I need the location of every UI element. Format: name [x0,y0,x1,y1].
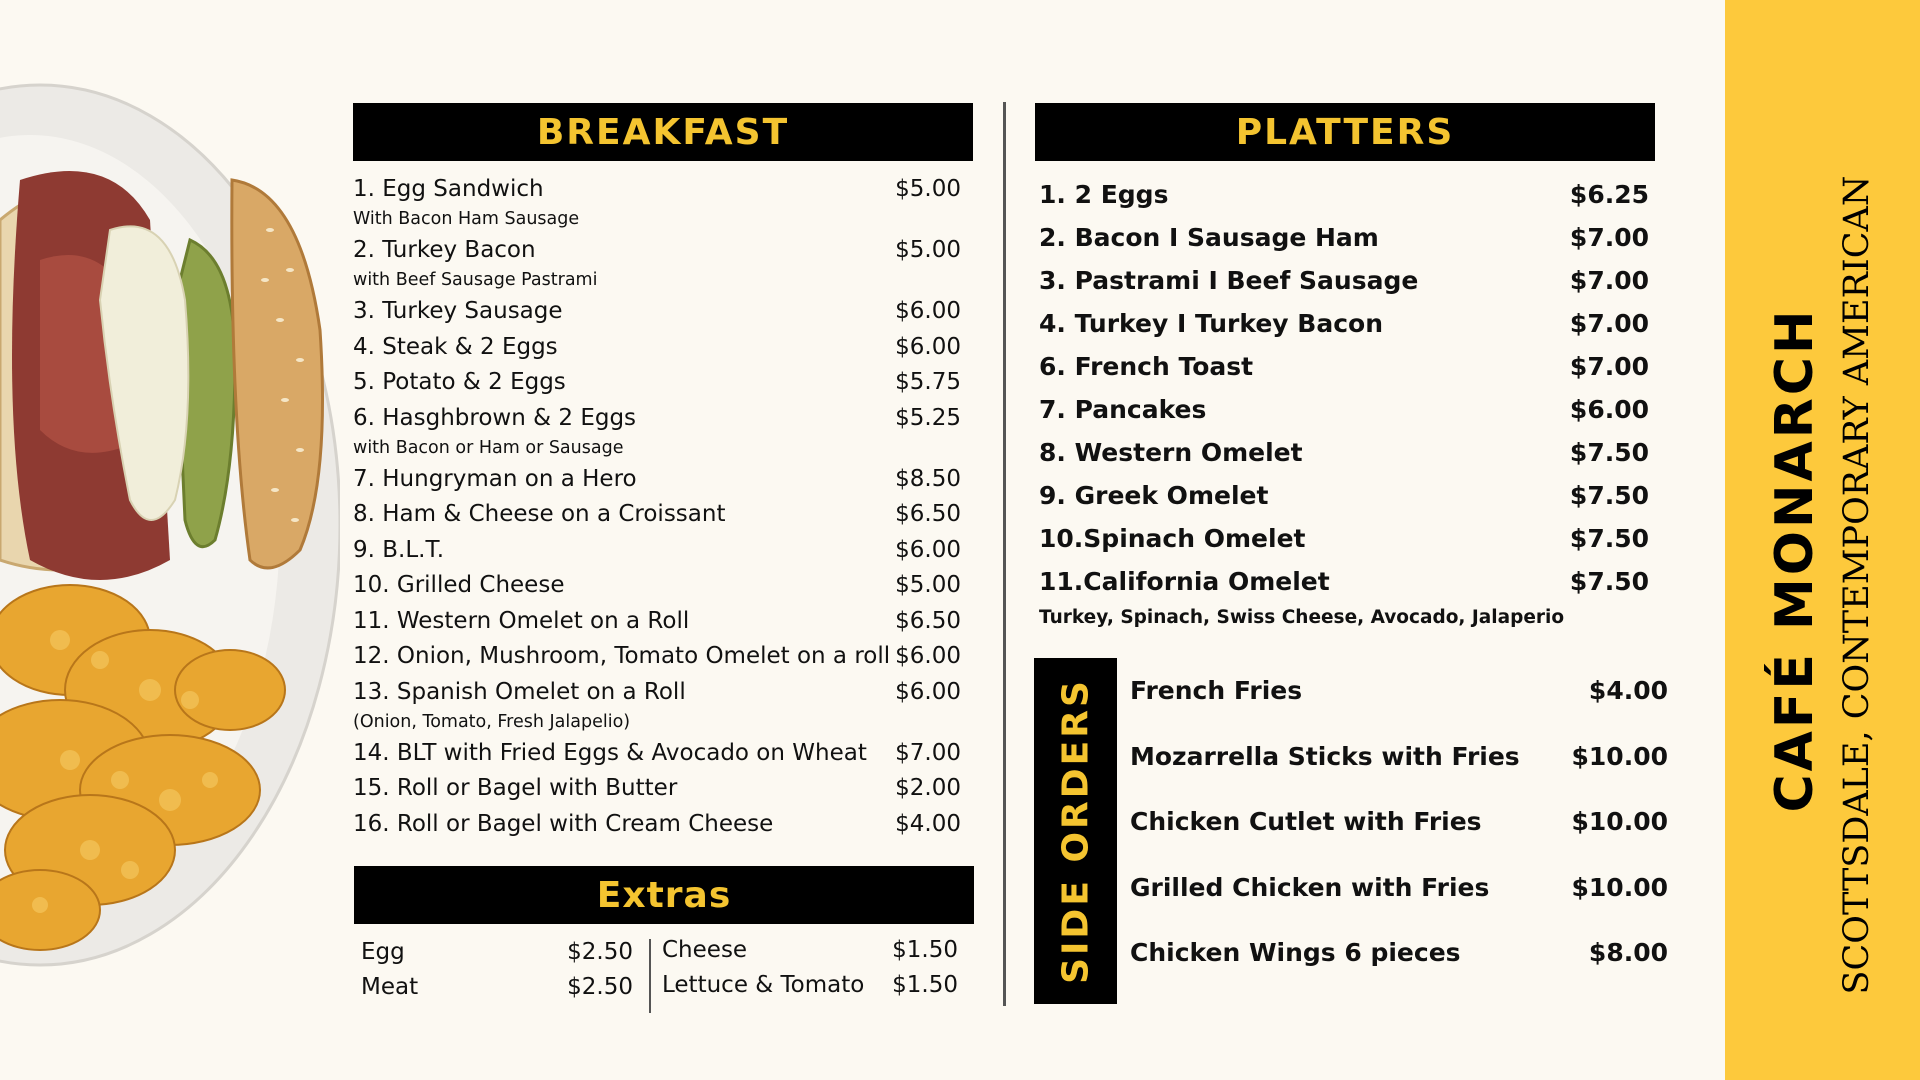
menu-item [1039,438,1649,470]
item-name: 16. Roll or Bagel with Cream Cheese [353,810,774,837]
item-description: Turkey, Spinach, Swiss Cheese, Avocado, Jalaperio [1039,607,1565,628]
menu-item [1130,873,1668,905]
extras-right-column [662,933,958,1013]
item-name: 5. Potato & 2 Eggs [353,369,566,395]
menu-item [353,811,961,841]
item-name: 11.California Omelet [1039,567,1330,596]
item-price: $5.75 [895,369,961,395]
menu-item [1039,395,1649,427]
menu-item [1130,807,1668,839]
brand-tagline: SCOTTSDALE, CONTEMPORARY AMERICAN [1837,175,1877,995]
item-price: $2.50 [567,974,633,1000]
item-price: $5.25 [895,404,961,431]
menu-item [1130,742,1668,774]
menu-item [1039,524,1649,556]
extras-item [361,939,633,969]
extras-table [354,933,966,1013]
menu-item [1039,309,1649,341]
item-price: $1.50 [892,937,958,963]
item-price: $5.00 [895,237,961,263]
menu-item [353,740,961,770]
menu-item [1039,567,1649,628]
item-price: $4.00 [895,810,961,837]
item-name: 10. Grilled Cheese [353,572,565,598]
item-price: $6.00 [895,678,961,705]
item-description: With Bacon Ham Sausage [353,209,580,229]
platters-list [1039,180,1649,650]
menu-item [353,501,961,531]
item-name: Lettuce & Tomato [662,972,865,998]
item-price: $10.00 [1571,872,1668,902]
platters-title: PLATTERS [1235,111,1455,153]
brand-panel [1725,0,1920,1080]
menu-item [353,608,961,638]
item-price: $5.00 [895,176,961,202]
menu-item [353,369,961,399]
item-price: $6.00 [895,298,961,324]
item-price: $6.25 [1569,180,1649,209]
item-price: $4.00 [1588,676,1668,705]
menu-item [353,678,961,732]
item-name: 10.Spinach Omelet [1039,524,1306,553]
item-name: 3. Turkey Sausage [353,298,563,324]
item-price: $6.00 [895,536,961,563]
item-price: $2.50 [567,939,633,965]
item-price: $7.50 [1569,438,1649,467]
menu-item [353,237,961,290]
item-name: Egg [361,939,405,965]
item-name: Cheese [662,937,748,963]
item-name: 9. B.L.T. [353,536,445,563]
item-price: $7.50 [1569,524,1649,553]
item-price: $5.00 [895,572,961,598]
item-price: $1.50 [892,972,958,998]
item-name: 3. Pastrami I Beef Sausage [1039,266,1419,295]
item-price: $7.00 [1569,352,1649,381]
item-name: 8. Western Omelet [1039,438,1303,467]
extras-divider [649,939,651,1013]
item-price: $7.50 [1569,481,1649,510]
item-name: French Fries [1130,676,1303,705]
menu-item [353,334,961,364]
menu-item [1039,266,1649,298]
item-price: $7.50 [1569,567,1649,596]
menu-item [1130,676,1668,708]
item-price: $6.50 [895,607,961,634]
item-price: $7.00 [895,739,961,766]
item-name: 4. Turkey I Turkey Bacon [1039,309,1384,338]
item-name: 12. Onion, Mushroom, Tomato Omelet on a roll [353,643,891,669]
menu-item [353,775,961,805]
item-price: $6.50 [895,501,961,527]
column-divider [1003,102,1006,1006]
extras-item [662,937,958,967]
item-name: 7. Hungryman on a Hero [353,465,637,492]
item-name: 9. Greek Omelet [1039,481,1269,510]
side-orders-header [1034,658,1117,1004]
extras-title: Extras [596,874,732,916]
item-name: Mozarrella Sticks with Fries [1130,741,1520,771]
menu-item [1130,938,1668,970]
item-name: 2. Turkey Bacon [353,237,536,263]
extras-item [361,974,633,1004]
breakfast-title: BREAKFAST [536,111,790,153]
item-name: 1. 2 Eggs [1039,180,1169,209]
item-name: 2. Bacon I Sausage Ham [1039,223,1379,252]
side-orders-title: SIDE ORDERS [1055,678,1096,984]
item-description: with Beef Sausage Pastrami [353,270,598,290]
extras-left-column [361,933,633,1013]
menu-item [1039,223,1649,255]
extras-item [662,972,958,1002]
item-description: with Bacon or Ham or Sausage [353,437,624,458]
item-price: $7.00 [1569,309,1649,338]
item-name: 15. Roll or Bagel with Butter [353,775,678,801]
item-name: Chicken Cutlet with Fries [1130,807,1482,836]
item-name: Grilled Chicken with Fries [1130,872,1490,902]
extras-header [354,866,974,924]
menu-item [353,466,961,496]
menu-item [353,404,961,458]
sesame-bun [232,180,323,568]
item-price: $7.00 [1569,266,1649,295]
item-name: Meat [361,974,419,1000]
breakfast-list [353,176,961,848]
item-price: $10.00 [1571,807,1668,836]
item-price: $6.00 [895,643,961,669]
item-name: 11. Western Omelet on a Roll [353,607,690,634]
food-photo-illustration [0,0,340,1080]
item-price: $2.00 [895,775,961,801]
item-name: 1. Egg Sandwich [353,176,544,202]
item-description: (Onion, Tomato, Fresh Jalapelio) [353,711,631,732]
brand-name: CAFÉ MONARCH [1765,307,1825,813]
side-orders-list [1130,676,1668,996]
item-price: $8.50 [895,465,961,492]
item-name: Chicken Wings 6 pieces [1130,938,1461,967]
item-name: 14. BLT with Fried Eggs & Avocado on Wheat [353,739,867,766]
platters-header [1035,103,1655,161]
item-name: 8. Ham & Cheese on a Croissant [353,501,726,527]
menu-item [1039,352,1649,384]
menu-item [353,537,961,567]
item-price: $8.00 [1588,938,1668,967]
menu-item [1039,180,1649,212]
item-price: $10.00 [1571,741,1668,771]
item-name: 4. Steak & 2 Eggs [353,333,558,360]
menu-item [353,643,961,673]
item-name: 13. Spanish Omelet on a Roll [353,678,686,705]
menu-item [353,572,961,602]
item-price: $6.00 [1569,395,1649,424]
item-price: $6.00 [895,333,961,360]
item-name: 6. Hasghbrown & 2 Eggs [353,404,637,431]
item-name: 6. French Toast [1039,352,1254,381]
item-name: 7. Pancakes [1039,395,1207,424]
menu-item [353,176,961,229]
menu-item [1039,481,1649,513]
menu-item [353,298,961,328]
breakfast-header [353,103,973,161]
item-price: $7.00 [1569,223,1649,252]
